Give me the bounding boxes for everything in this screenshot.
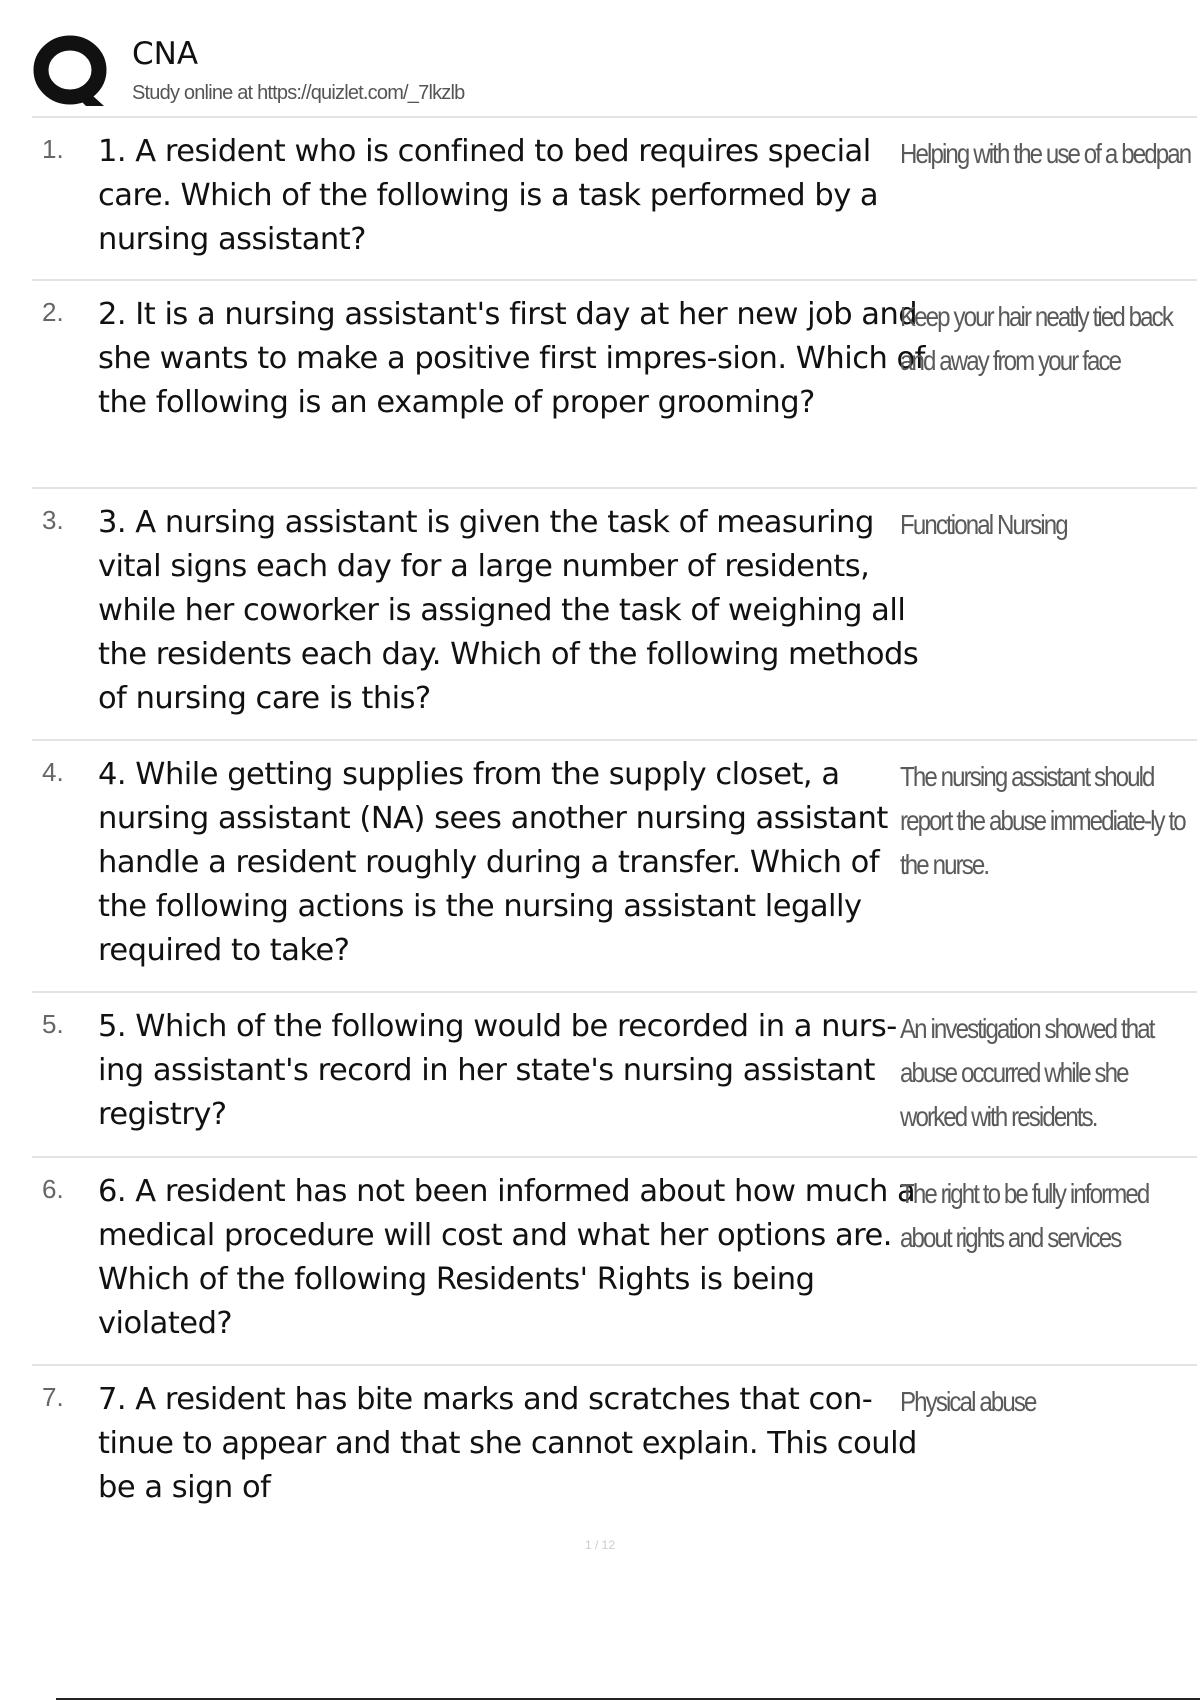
flashcard-row xyxy=(32,118,1197,281)
card-definition: Keep your hair neatly tied back and away from your face xyxy=(900,301,1172,376)
card-term: 1. A resident who is confined to bed requires special care. Which of the following is a task performed by a nursing assistant? xyxy=(98,134,879,257)
study-online-url[interactable]: Study online at https://quizlet.com/_7lkzlb xyxy=(132,82,465,104)
card-number: 1. xyxy=(42,134,64,164)
card-definition: Helping with the use of a bedpan xyxy=(900,138,1191,169)
set-title: CNA xyxy=(132,36,199,72)
card-term: 6. A resident has not been informed about how much a medical procedure will cost and what her options are. Which of the following Residents' Rights is being violated? xyxy=(98,1174,916,1341)
flashcard-list xyxy=(32,118,1197,1531)
card-number: 4. xyxy=(42,757,64,787)
flashcard-row xyxy=(32,489,1197,741)
flashcard-row xyxy=(32,1366,1197,1531)
page-header xyxy=(32,30,1197,118)
card-term: 3. A nursing assistant is given the task of measuring vital signs each day for a large number of residents, while her coworker is assigned the task of weighing all the residents each day. Which of the following methods of nursing care is this? xyxy=(98,505,919,716)
card-term: 7. A resident has bite marks and scratches that con-tinue to appear and that she cannot explain. This could be a sign of xyxy=(98,1382,917,1505)
page-indicator: 1 / 12 xyxy=(584,1538,616,1552)
card-number: 6. xyxy=(42,1174,64,1204)
card-definition: Functional Nursing xyxy=(900,509,1067,540)
quizlet-logo-icon xyxy=(32,34,112,108)
flashcard-row xyxy=(32,993,1197,1158)
card-definition: The right to be fully informed about rights and services xyxy=(900,1178,1149,1253)
card-definition: Physical abuse xyxy=(900,1386,1036,1417)
card-term: 2. It is a nursing assistant's first day at her new job and she wants to make a positive first impres-sion. Which of the following is an example of proper grooming? xyxy=(98,297,925,420)
card-number: 3. xyxy=(42,505,64,535)
card-number: 5. xyxy=(42,1009,64,1039)
flashcard-row xyxy=(32,1158,1197,1366)
flashcard-row xyxy=(32,741,1197,993)
card-number: 2. xyxy=(42,297,64,327)
card-term: 5. Which of the following would be recorded in a nurs-ing assistant's record in her state's nursing assistant registry? xyxy=(98,1009,897,1132)
card-term: 4. While getting supplies from the supply closet, a nursing assistant (NA) sees another nursing assistant handle a resident roughly during a transfer. Which of the following actions is the nursing assistant legally required to take? xyxy=(98,757,888,968)
card-definition: The nursing assistant should report the abuse immediate-ly to the nurse. xyxy=(900,761,1185,880)
card-definition: An investigation showed that abuse occurred while she worked with residents. xyxy=(900,1013,1154,1132)
flashcard-row xyxy=(32,281,1197,489)
card-number: 7. xyxy=(42,1382,64,1412)
